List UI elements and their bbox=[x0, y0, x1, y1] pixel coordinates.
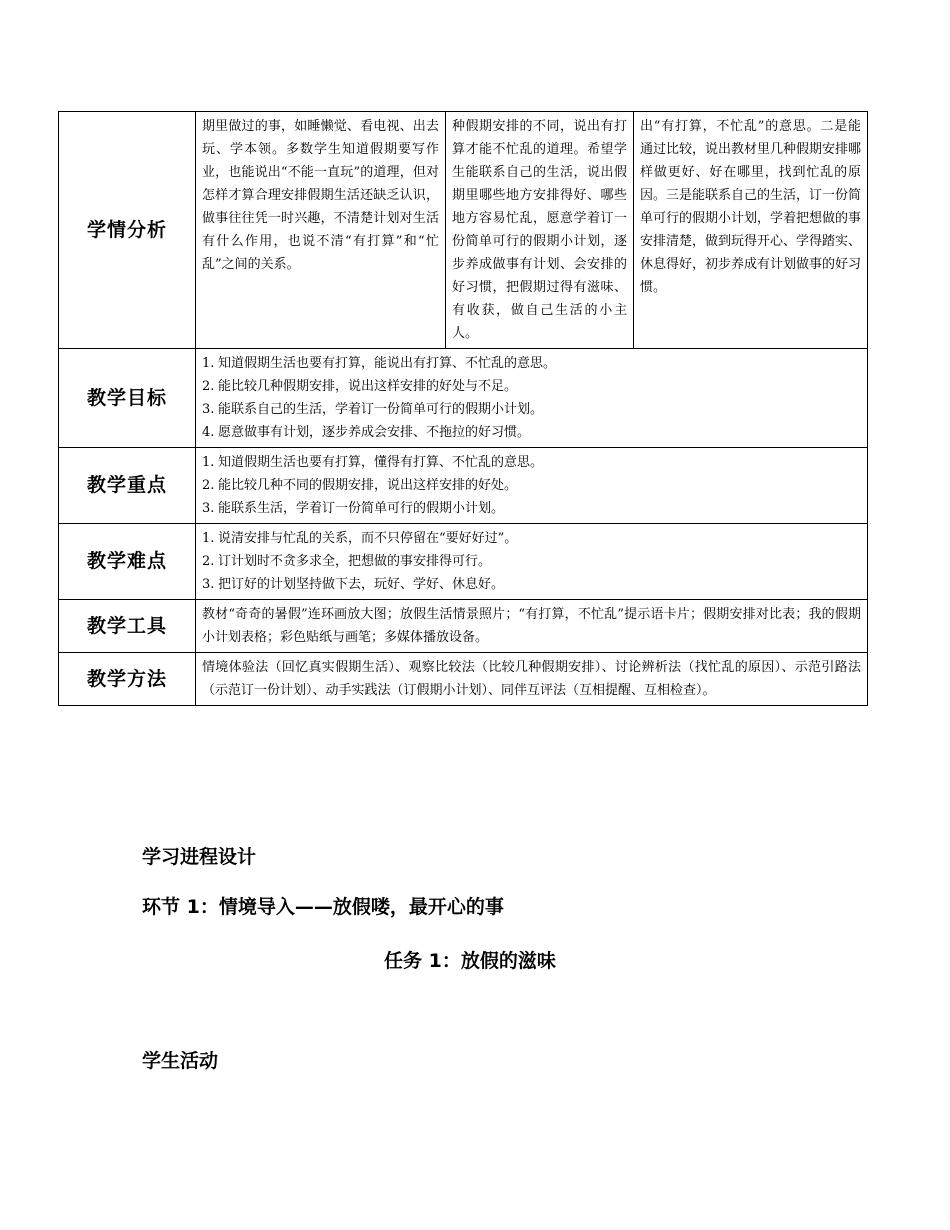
analysis-col3: 出“有打算，不忙乱”的意思。二是能通过比较，说出教材里几种假期安排哪样做更好、好在哪里，找到忙乱的原因。三是能联系自己的生活，订一份简单可行的假期小计划，学着把想做的事安排清楚，做到玩得开心、学得踏实、休息得好，初步养成有计划做事的好习惯。 bbox=[634, 112, 868, 349]
list-item: 3. 把订好的计划坚持做下去，玩好、学好、休息好。 bbox=[202, 577, 505, 592]
row-student-analysis bbox=[59, 112, 868, 349]
label-teaching-goals: 教学目标 bbox=[59, 349, 196, 448]
heading-student-activity: 学生活动 bbox=[142, 1050, 219, 1072]
analysis-col1: 期里做过的事，如睡懒觉、看电视、出去玩、学本领。多数学生知道假期要写作业，也能说出“不能一直玩”的道理，但对怎样才算合理安排假期生活还缺乏认识，做事往往凭一时兴趣，不清楚计划对生活有什么作用，也说不清“有打算”和“忙乱”之间的关系。 bbox=[196, 112, 446, 349]
row-key-points bbox=[59, 448, 868, 524]
goals-list bbox=[196, 349, 868, 448]
list-item: 3. 能联系自己的生活，学着订一份简单可行的假期小计划。 bbox=[202, 402, 544, 417]
lesson-plan-table bbox=[58, 111, 868, 706]
list-item: 3. 能联系生活，学着订一份简单可行的假期小计划。 bbox=[202, 501, 505, 516]
list-item: 1. 知道假期生活也要有打算，懂得有打算、不忙乱的意思。 bbox=[202, 455, 544, 470]
label-key-points: 教学重点 bbox=[59, 448, 196, 524]
list-item: 2. 能比较几种假期安排，说出这样安排的好处与不足。 bbox=[202, 379, 518, 394]
list-item: 2. 订计划时不贪多求全，把想做的事安排得可行。 bbox=[202, 554, 492, 569]
analysis-col2: 种假期安排的不同，说出有打算才能不忙乱的道理。希望学生能联系自己的生活，说出假期里哪些地方安排得好、哪些地方容易忙乱，愿意学着订一份简单可行的假期小计划，逐步养成做事有计划、会安排的好习惯，把假期过得有滋味、有收获，做自己生活的小主人。 bbox=[446, 112, 634, 349]
difficulties-list bbox=[196, 524, 868, 600]
label-teaching-methods: 教学方法 bbox=[59, 653, 196, 706]
label-teaching-tools: 教学工具 bbox=[59, 600, 196, 653]
row-difficulties bbox=[59, 524, 868, 600]
heading-process-design: 学习进程设计 bbox=[142, 846, 257, 868]
methods-text: 情境体验法（回忆真实假期生活）、观察比较法（比较几种假期安排）、讨论辨析法（找忙乱的原因）、示范引路法（示范订一份计划）、动手实践法（订假期小计划）、同伴互评法（互相提醒、互相检查）。 bbox=[196, 653, 868, 706]
heading-task-1: 任务 1：放假的滋味 bbox=[384, 950, 556, 972]
heading-section-1: 环节 1：情境导入——放假喽，最开心的事 bbox=[142, 896, 504, 918]
row-teaching-methods bbox=[59, 653, 868, 706]
label-student-analysis: 学情分析 bbox=[59, 112, 196, 349]
tools-text: 教材“奇奇的暑假”连环画放大图；放假生活情景照片；“有打算，不忙乱”提示语卡片；假期安排对比表；我的假期小计划表格；彩色贴纸与画笔；多媒体播放设备。 bbox=[196, 600, 868, 653]
row-teaching-tools bbox=[59, 600, 868, 653]
label-difficulties: 教学难点 bbox=[59, 524, 196, 600]
key-points-list bbox=[196, 448, 868, 524]
list-item: 2. 能比较几种不同的假期安排，说出这样安排的好处。 bbox=[202, 478, 518, 493]
list-item: 4. 愿意做事有计划，逐步养成会安排、不拖拉的好习惯。 bbox=[202, 425, 531, 440]
list-item: 1. 知道假期生活也要有打算，能说出有打算、不忙乱的意思。 bbox=[202, 356, 557, 371]
row-teaching-goals bbox=[59, 349, 868, 448]
list-item: 1. 说清安排与忙乱的关系，而不只停留在“要好好过”。 bbox=[202, 531, 518, 546]
